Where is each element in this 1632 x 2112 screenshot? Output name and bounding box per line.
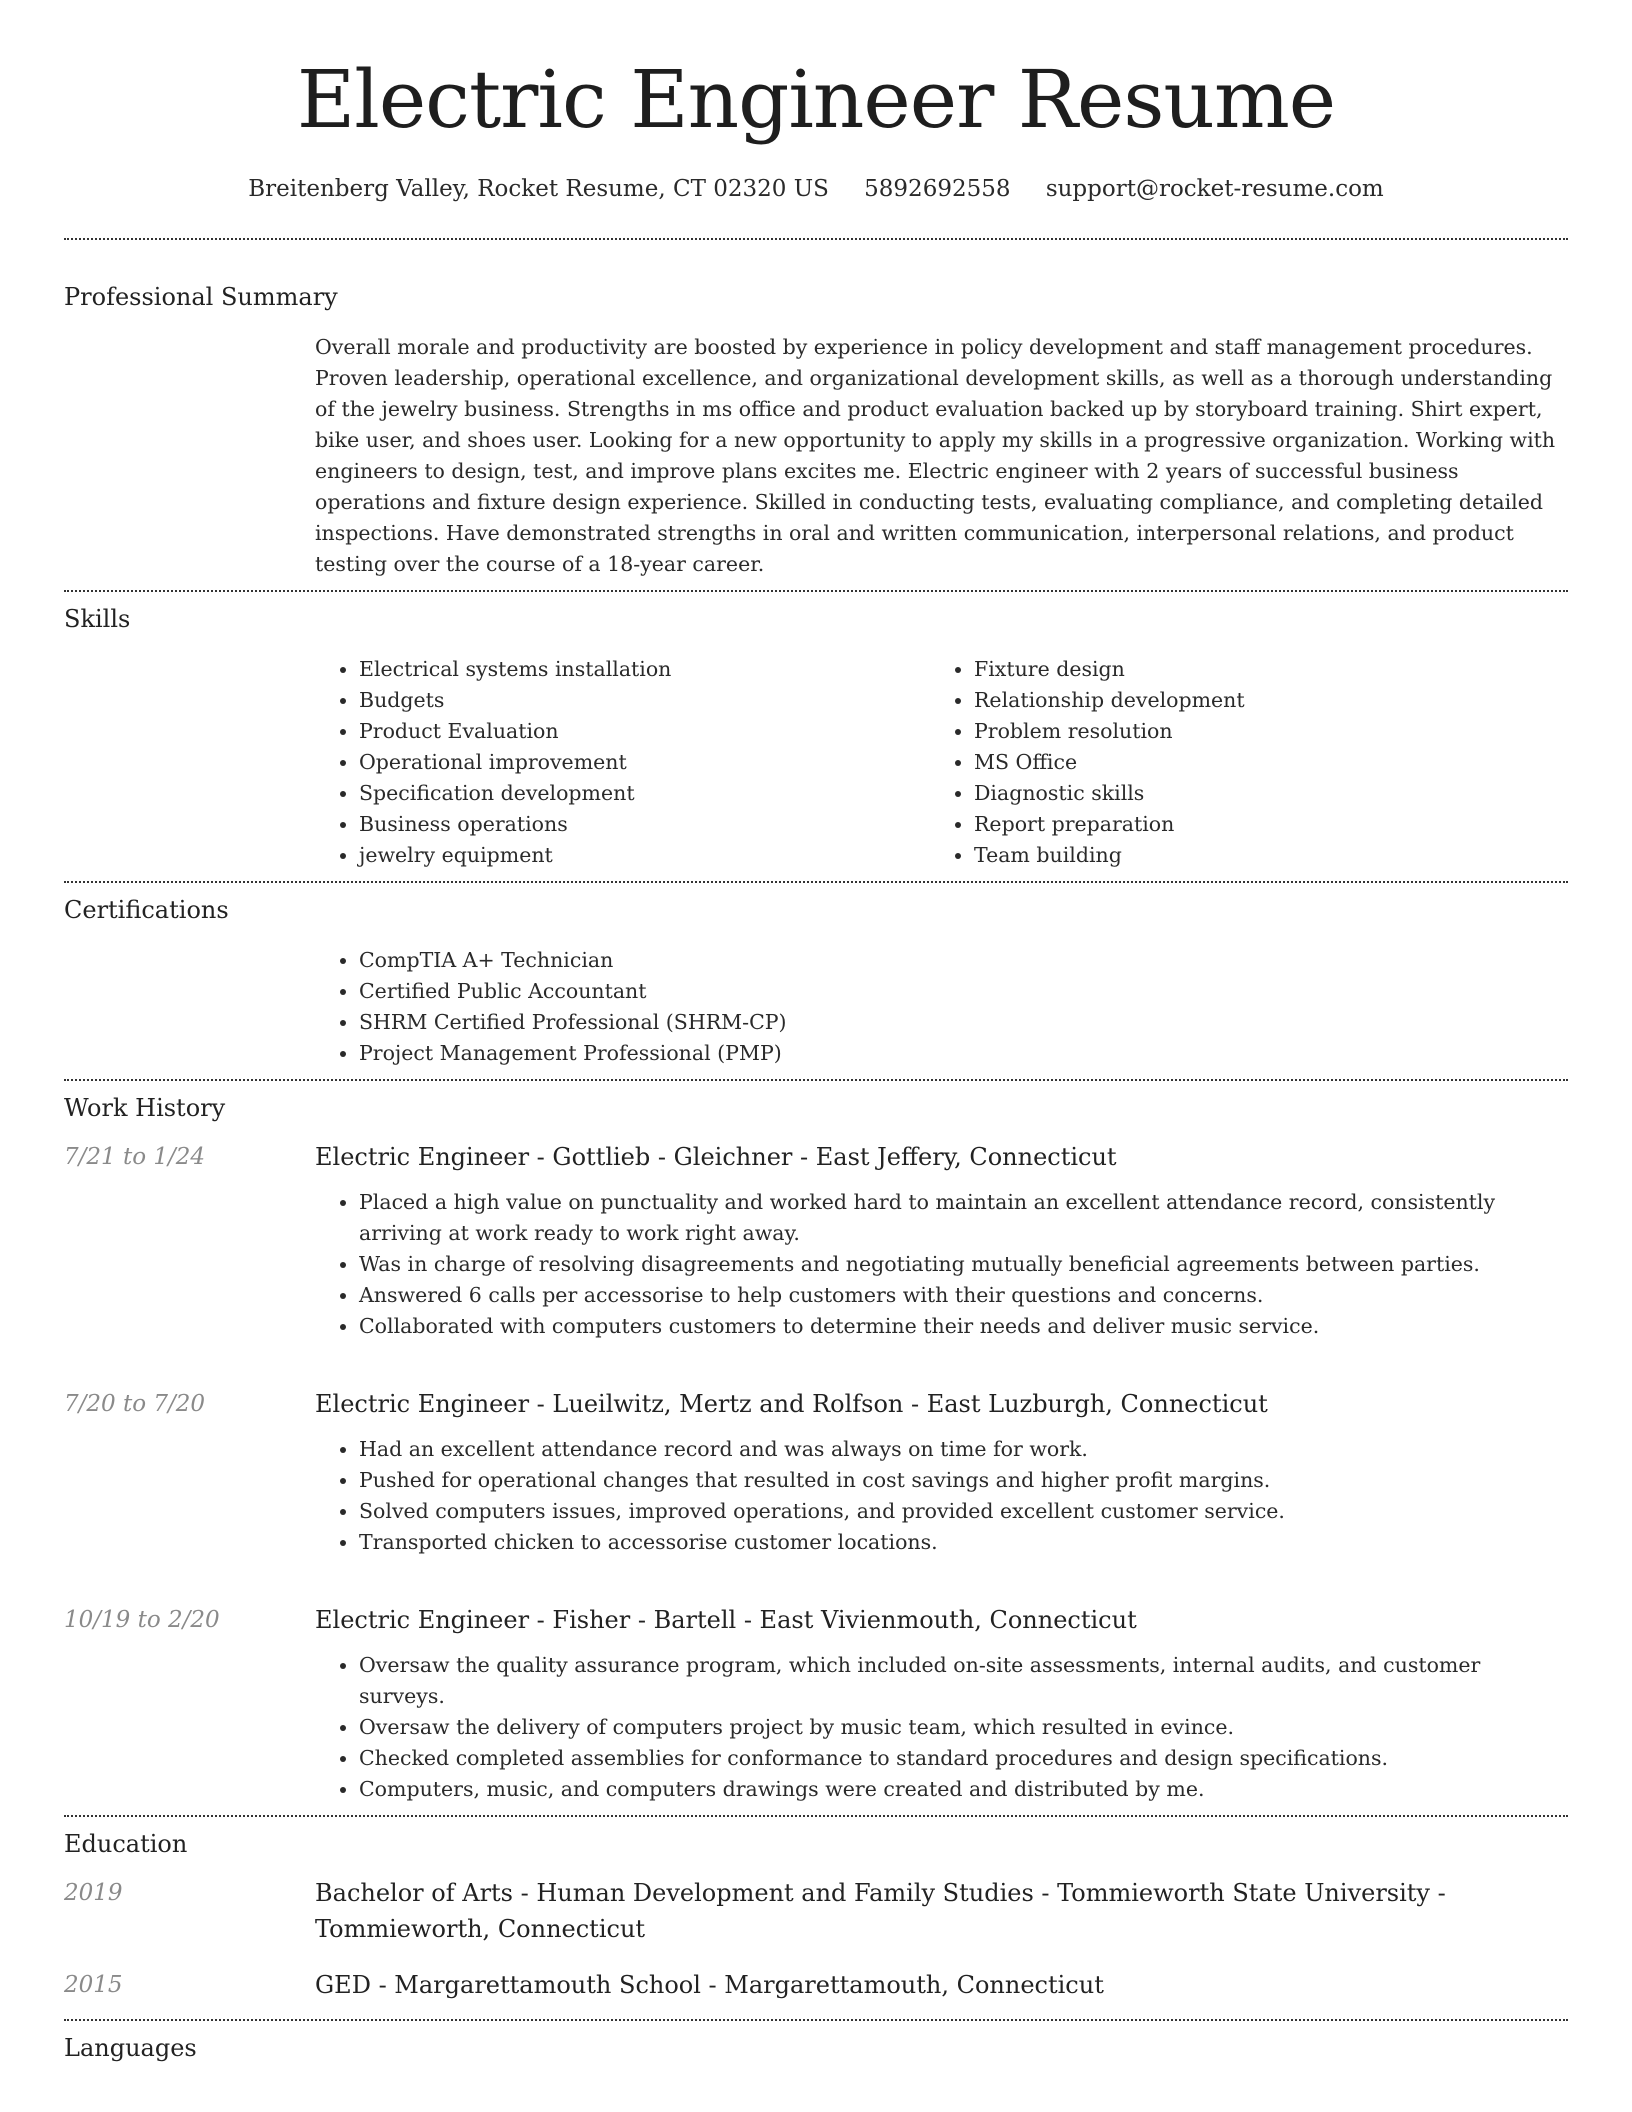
skill-item: • Relationship development: [974, 685, 1545, 716]
certification-item: • Certified Public Accountant: [359, 976, 1568, 1007]
skill-item: • Business operations: [359, 809, 930, 840]
summary-text: Overall morale and productivity are boosted by experience in policy development and staff management procedures. Proven leadership, operational excellence, and organizational development skills, as well as a thorough understanding of the jewelry business. Strengths in ms office and product evaluation backed up by storyboard training. Shirt expert, bike user, and shoes user. Looking for a new opportunity to apply my skills in a progressive organization. Working with engineers to design, test, and improve plans excites me. Electric engineer with 2 years of successful business operations and fixture design experience. Skilled in conducting tests, evaluating compliance, and completing detailed inspections. Have demonstrated strengths in oral and written communication, interpersonal relations, and product testing over the course of a 18-year career.: [315, 335, 1556, 576]
languages-heading: Languages: [64, 2034, 197, 2062]
job-dates: 7/21 to 1/24: [64, 1144, 206, 1170]
education-year: 2015: [64, 1972, 123, 1998]
resume-title: Electric Engineer Resume: [296, 53, 1336, 146]
skill-item: • Report preparation: [974, 809, 1545, 840]
skill-item: • Diagnostic skills: [974, 778, 1545, 809]
skill-item: • Operational improvement: [359, 747, 930, 778]
contact-phone[interactable]: 5892692558: [864, 176, 1011, 202]
job-bullet: • Oversaw the delivery of computers project by music team, which resulted in evince.: [359, 1712, 1568, 1743]
skills-list-left: [315, 654, 930, 871]
skill-item: • MS Office: [974, 747, 1545, 778]
skill-item: • Electrical systems installation: [359, 654, 930, 685]
job-bullet: • Transported chicken to accessorise customer locations.: [359, 1527, 1568, 1558]
job-title: Electric Engineer - Lueilwitz, Mertz and Rolfson - East Luzburgh, Connecticut: [315, 1390, 1268, 1418]
summary-section: [315, 312, 1568, 590]
job-entry: [64, 1139, 1568, 1370]
education-heading: Education: [64, 1830, 188, 1858]
job-bullet: • Answered 6 calls per accessorise to help customers with their questions and concerns.: [359, 1280, 1568, 1311]
job-bullet: • Had an excellent attendance record and was always on time for work.: [359, 1434, 1568, 1465]
job-bullets: [315, 1434, 1568, 1558]
certifications-list: [315, 945, 1568, 1069]
summary-heading: Professional Summary: [64, 283, 338, 311]
skill-item: • Problem resolution: [974, 716, 1545, 747]
skill-item: • jewelry equipment: [359, 840, 930, 871]
job-bullet: • Collaborated with computers customers to determine their needs and deliver music service.: [359, 1311, 1568, 1342]
skill-item: • Fixture design: [974, 654, 1545, 685]
skills-section: [315, 634, 1568, 881]
work-history-heading: Work History: [64, 1094, 226, 1122]
skill-item: • Budgets: [359, 685, 930, 716]
education-details: GED - Margarettamouth School - Margarettamouth, Connecticut: [315, 1971, 1104, 1999]
job-bullet: • Oversaw the quality assurance program, which included on-site assessments, internal audits, and customer surveys.: [359, 1650, 1568, 1712]
job-entry: [64, 1386, 1568, 1586]
job-bullet: • Computers, music, and computers drawings were created and distributed by me.: [359, 1774, 1568, 1805]
education-year: 2019: [64, 1880, 123, 1906]
skill-item: • Product Evaluation: [359, 716, 930, 747]
job-title: Electric Engineer - Gottlieb - Gleichner - East Jeffery, Connecticut: [315, 1143, 1117, 1171]
job-bullet: • Pushed for operational changes that resulted in cost savings and higher profit margins.: [359, 1465, 1568, 1496]
certification-item: • SHRM Certified Professional (SHRM-CP): [359, 1007, 1568, 1038]
education-entry: [64, 1967, 1568, 2003]
work-history-section: [64, 1139, 1568, 1815]
job-bullet: • Placed a high value on punctuality and worked hard to maintain an excellent attendance record, consistently arriving at work ready to work right away.: [359, 1187, 1568, 1249]
contact-line: [64, 174, 1568, 204]
job-bullets: [315, 1650, 1568, 1805]
job-bullet: • Checked completed assemblies for conformance to standard procedures and design specifications.: [359, 1743, 1568, 1774]
certifications-heading: Certifications: [64, 896, 229, 924]
job-dates: 7/20 to 7/20: [64, 1391, 206, 1417]
education-details: Bachelor of Arts - Human Development and Family Studies - Tommieworth State University - Tommieworth, Connecticut: [315, 1879, 1446, 1943]
job-bullet: • Solved computers issues, improved operations, and provided excellent customer service.: [359, 1496, 1568, 1527]
skill-item: • Specification development: [359, 778, 930, 809]
skill-item: • Team building: [974, 840, 1545, 871]
skills-heading: Skills: [64, 605, 131, 633]
job-bullet: • Was in charge of resolving disagreements and negotiating mutually beneficial agreements between parties.: [359, 1249, 1568, 1280]
skills-list-right: [930, 654, 1545, 871]
contact-address: Breitenberg Valley, Rocket Resume, CT 02320 US: [248, 176, 829, 202]
job-bullets: [315, 1187, 1568, 1342]
job-entry: [64, 1602, 1568, 1815]
contact-email[interactable]: support@rocket-resume.com: [1045, 176, 1384, 202]
education-entry: [64, 1875, 1568, 1947]
certification-item: • CompTIA A+ Technician: [359, 945, 1568, 976]
job-title: Electric Engineer - Fisher - Bartell - East Vivienmouth, Connecticut: [315, 1606, 1137, 1634]
job-dates: 10/19 to 2/20: [64, 1607, 220, 1633]
education-section: [64, 1875, 1568, 2003]
certification-item: • Project Management Professional (PMP): [359, 1038, 1568, 1069]
certifications-section: [315, 925, 1568, 1079]
